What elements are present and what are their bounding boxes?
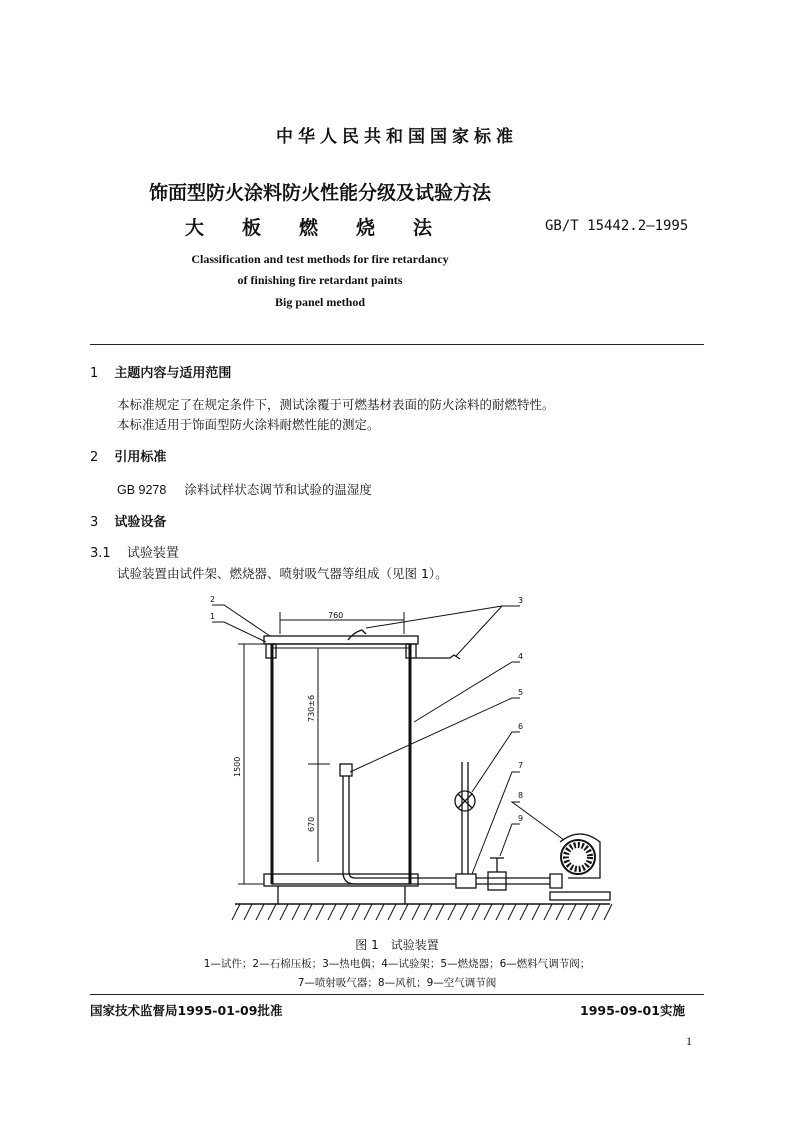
document-title: 饰面型防火涂料防火性能分级及试验方法 xyxy=(148,182,491,204)
figure-legend-line-2: 7—喷射吸气器；8—风机；9—空气调节阀 xyxy=(297,977,497,989)
page-number: 1 xyxy=(686,1034,692,1048)
label-2: 2 xyxy=(210,595,216,604)
label-5: 5 xyxy=(518,688,524,697)
dim-upper: 730±6 xyxy=(307,694,316,722)
section-3-heading xyxy=(90,511,166,530)
title-divider xyxy=(90,344,704,345)
standard-code: GB/T 15442.2—1995 xyxy=(545,218,689,234)
label-1: 1 xyxy=(210,612,216,621)
thermocouple-probe xyxy=(348,630,366,640)
section-title: 主题内容与适用范围 xyxy=(114,366,232,381)
figure-legend-line-1: 1—试件；2—石棉压板；3—热电偶；4—试验架；5—燃烧器；6—燃料气调节阀； xyxy=(203,958,591,970)
label-6: 6 xyxy=(518,722,524,731)
burner xyxy=(340,764,456,884)
footer-divider xyxy=(90,994,704,995)
dimension-lines xyxy=(238,612,404,884)
ground-hatch xyxy=(232,904,612,920)
english-title-line-1: Classification and test methods for fire retardancy xyxy=(191,252,449,266)
section-title: 试验设备 xyxy=(114,515,167,530)
air-line xyxy=(476,834,610,900)
test-apparatus-diagram xyxy=(200,592,620,934)
label-9: 9 xyxy=(518,814,524,823)
reference-code: GB 9278 xyxy=(117,483,167,497)
section-title: 引用标准 xyxy=(114,450,167,465)
dim-width: 760 xyxy=(328,611,344,620)
document-subtitle: 大板燃烧法 xyxy=(185,217,471,239)
standard-category: 中华人民共和国国家标准 xyxy=(276,127,518,147)
figure-caption: 图 1 试验装置 xyxy=(355,938,439,952)
thermocouple-lead xyxy=(416,655,460,659)
section-1-para-1: 本标准规定了在规定条件下，测试涂覆于可燃基材表面的防火涂料的耐燃特性。 xyxy=(117,397,555,412)
section-number: 3 xyxy=(90,515,99,530)
leader-lines xyxy=(212,605,564,874)
label-8: 8 xyxy=(518,791,524,800)
section-number: 3.1 xyxy=(90,546,111,561)
english-title-line-3: Big panel method xyxy=(274,295,365,309)
label-4: 4 xyxy=(518,652,524,661)
specimen-frame xyxy=(264,636,418,904)
implementation-date: 1995-09-01实施 xyxy=(580,1003,685,1018)
reference-item xyxy=(117,480,372,498)
dim-lower: 670 xyxy=(307,816,316,832)
section-2-heading xyxy=(90,446,166,465)
section-title: 试验装置 xyxy=(126,546,179,561)
section-3-1-heading xyxy=(90,542,179,561)
label-3: 3 xyxy=(518,596,524,605)
english-title-line-2: of finishing fire retardant paints xyxy=(237,273,403,287)
label-7: 7 xyxy=(518,761,524,770)
gas-line xyxy=(455,762,476,888)
section-1-heading xyxy=(90,362,231,381)
section-1-para-2: 本标准适用于饰面型防火涂料耐燃性能的测定。 xyxy=(117,417,380,432)
dim-total-height: 1500 xyxy=(233,756,242,777)
section-3-1-para: 试验装置由试件架、燃烧器、喷射吸气器等组成（见图 1）。 xyxy=(117,566,448,581)
section-number: 2 xyxy=(90,450,99,465)
reference-title: 涂料试样状态调节和试验的温湿度 xyxy=(184,482,372,497)
section-number: 1 xyxy=(90,366,99,381)
approval-date: 国家技术监督局1995-01-09批准 xyxy=(90,1003,283,1018)
